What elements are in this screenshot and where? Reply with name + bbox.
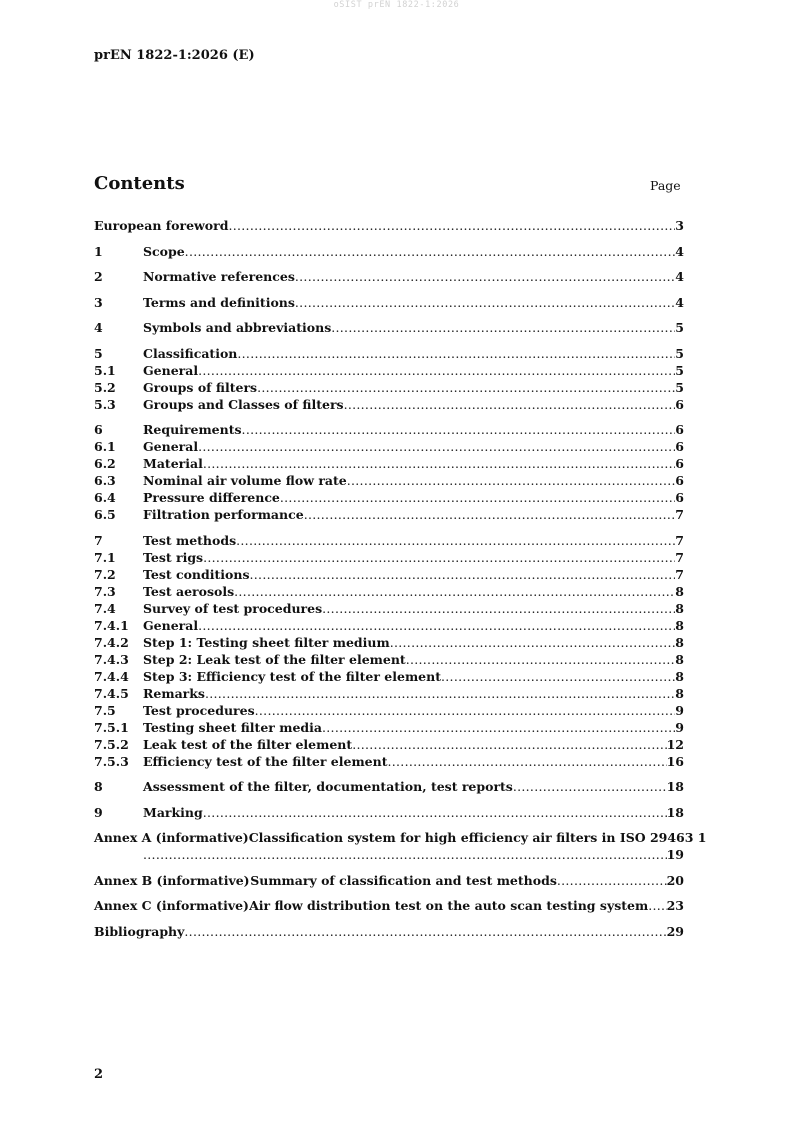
toc-entry[interactable] [94,472,684,489]
toc-entry-label: Filtration performance [143,507,304,522]
toc-page-number: 12 [666,736,684,752]
toc-entry-label: Material [143,456,203,471]
toc-entry-number: 5.2 [94,379,116,395]
toc-entry-number: Annex C (informative) [94,898,249,913]
toc-page-number: 6 [675,473,684,488]
dot-leader [295,294,675,311]
dot-leader [205,685,675,702]
toc-entry-label: Step 1: Testing sheet filter medium [143,634,390,650]
toc-entry-number: Annex A (informative) [94,830,249,845]
toc-entry[interactable] [94,651,684,668]
toc-entry-number: 7 [94,532,103,548]
toc-entry-annex-c[interactable] [94,897,684,914]
toc-entry[interactable] [94,421,684,438]
toc-page-number: 23 [666,898,684,913]
toc-entry[interactable] [94,455,684,472]
toc-entry-number: 6.4 [94,490,116,505]
toc-entry-label: Survey of test procedures [143,600,323,616]
toc-entry[interactable] [94,634,684,651]
dot-leader [257,379,675,396]
toc-entry-label: Efficiency test of the filter element [143,753,388,769]
dot-leader [198,617,675,634]
toc-page-number: 6 [675,490,684,505]
toc-entry[interactable] [94,778,684,795]
dot-leader [237,345,675,362]
toc-page-number: 8 [675,668,684,684]
toc-entry[interactable] [94,506,684,523]
toc-entry-number: 6.2 [94,456,116,471]
dot-leader [390,634,676,651]
toc-page-number: 6 [675,439,684,454]
toc-page-number: 5 [675,362,684,378]
toc-entry-label: Classification system for high efficiency air filters in ISO 29463 1 [248,830,707,845]
toc-page-number: 20 [666,872,684,888]
toc-entry-number: 8 [94,779,103,794]
dot-leader [331,319,675,336]
dot-leader [280,489,675,506]
toc-entry-foreword[interactable] [94,217,684,234]
toc-page-number: 5 [675,320,684,335]
toc-entry-label: Classification [143,345,238,361]
toc-entry[interactable] [94,685,684,702]
toc-page-number: 19 [666,847,684,862]
toc-entry-label: Step 2: Leak test of the filter element [143,651,406,667]
toc-entry[interactable] [94,438,684,455]
toc-entry[interactable] [94,566,684,583]
dot-leader [347,472,676,489]
toc-entry[interactable] [94,719,684,736]
toc-entry-label: General [143,362,199,378]
toc-entry[interactable] [94,489,684,506]
toc-entry-number: 5 [94,345,103,361]
toc-entry[interactable] [94,268,684,285]
toc-entry-number: 6.5 [94,507,116,522]
table-of-contents [94,217,707,940]
toc-entry-number: Annex B (informative) [94,872,250,888]
toc-entry-label: Test procedures [143,702,255,718]
toc-entry-bibliography[interactable] [94,923,684,940]
toc-page-number: 18 [666,779,684,794]
toc-page-number: 6 [675,396,684,412]
toc-page-number: 9 [675,719,684,735]
dot-leader [322,600,675,617]
toc-page-number: 8 [675,651,684,667]
toc-entry[interactable] [94,319,684,336]
dot-leader [304,506,676,523]
dot-leader [184,923,666,940]
toc-page-number: 8 [675,617,684,633]
toc-page-number: 7 [675,507,684,522]
toc-entry-number: 7.4.2 [94,634,129,650]
toc-page-number: 4 [675,269,684,284]
dot-leader [236,532,675,549]
toc-entry[interactable] [94,753,684,770]
toc-entry[interactable] [94,379,684,396]
toc-entry-label: Requirements [143,422,242,437]
dot-leader [203,804,667,821]
toc-page-number: 16 [666,753,684,769]
toc-entry-label: Test methods [143,532,237,548]
toc-entry[interactable] [94,736,684,753]
toc-entry-number: 7.5 [94,702,116,718]
dot-leader [143,846,667,863]
dot-leader [198,362,675,379]
toc-entry-label: Bibliography [94,923,185,939]
toc-entry-label: Scope [143,243,185,259]
dot-leader [242,421,676,438]
toc-page-number: 6 [675,456,684,471]
toc-page-number: 9 [675,702,684,718]
toc-entry-number: 6.1 [94,439,116,454]
toc-entry-number: 7.3 [94,583,116,599]
toc-entry-number: 3 [94,294,103,310]
dot-leader [322,719,675,736]
toc-page-number: 5 [675,379,684,395]
toc-entry[interactable] [94,362,684,379]
dot-leader [198,438,675,455]
toc-entry[interactable] [94,243,684,260]
toc-page-number: 8 [675,600,684,616]
toc-page-number: 7 [675,549,684,565]
toc-entry-label: Remarks [143,685,205,701]
dot-leader [557,872,667,889]
document-id: prEN 1822-1:2026 (E) [94,48,255,63]
dot-leader [513,778,667,795]
toc-entry-label: Terms and definitions [143,294,295,310]
toc-entry-number: 7.4.5 [94,685,129,701]
toc-entry[interactable] [94,396,684,413]
toc-entry-number: 7.5.1 [94,719,129,735]
dot-leader [203,549,675,566]
toc-page-number: 3 [675,218,684,233]
toc-page-number: 7 [675,566,684,582]
toc-entry-label: General [143,617,199,633]
toc-entry-label: Test rigs [143,549,204,565]
dot-leader [250,566,676,583]
toc-entry[interactable] [94,617,684,634]
toc-entry-label: Symbols and abbreviations [143,320,332,335]
toc-entry-label: Leak test of the filter element [143,736,353,752]
toc-entry[interactable] [94,804,684,821]
toc-entry-label: Air flow distribution test on the auto scan testing system [249,898,649,913]
toc-entry-label: Groups and Classes of filters [143,396,344,412]
toc-entry-number: 9 [94,804,103,820]
toc-entry-number: 4 [94,320,103,335]
toc-entry-label: Test conditions [143,566,250,582]
toc-entry-number: 6.3 [94,473,116,488]
toc-page-number: 4 [675,243,684,259]
dot-leader [255,702,676,719]
page-column-heading: Page [650,178,681,193]
toc-entry[interactable] [94,600,684,617]
toc-entry[interactable] [94,583,684,600]
toc-entry-label: Nominal air volume flow rate [143,473,347,488]
dot-leader [203,455,675,472]
dot-leader [406,651,676,668]
dot-leader [185,243,676,260]
toc-entry-number: 2 [94,269,103,284]
toc-page-number: 6 [675,422,684,437]
toc-entry-label: Pressure difference [143,490,280,505]
toc-entry-label: Assessment of the filter, documentation, test reports [143,779,513,794]
toc-entry-annex-a[interactable] [94,829,707,846]
watermark: oSIST prEN 1822-1:2026 [333,0,460,10]
toc-entry[interactable] [94,702,684,719]
contents-title: Contents [94,173,185,194]
toc-entry-annex-a-continuation[interactable] [94,846,684,863]
toc-entry-label: European foreword [94,218,229,233]
dot-leader [295,268,675,285]
toc-page-number: 7 [675,532,684,548]
toc-page-number: 8 [675,685,684,701]
dot-leader [387,753,666,770]
toc-entry-label: General [143,439,199,454]
toc-entry-number: 5.1 [94,362,116,378]
dot-leader [352,736,666,753]
toc-entry-label: Testing sheet filter media [143,719,322,735]
toc-entry-number: 7.1 [94,549,116,565]
toc-entry[interactable] [94,668,684,685]
dot-leader [648,897,666,914]
toc-page-number: 4 [675,294,684,310]
toc-entry[interactable] [94,532,684,549]
toc-entry-label: Test aerosols [143,583,235,599]
toc-entry-number: 7.2 [94,566,116,582]
dot-leader [344,396,676,413]
toc-entry[interactable] [94,549,684,566]
toc-entry-label: Marking [143,804,203,820]
toc-entry-number: 6 [94,422,103,437]
toc-entry-number: 7.4.3 [94,651,129,667]
toc-entry[interactable] [94,345,684,362]
toc-entry-label: Groups of filters [143,379,258,395]
toc-entry-number: 5.3 [94,396,116,412]
toc-entry-number: 7.4.1 [94,617,129,633]
dot-leader [441,668,675,685]
dot-leader [228,217,675,234]
toc-page-number: 8 [675,583,684,599]
toc-entry[interactable] [94,294,684,311]
toc-entry-number: 7.5.2 [94,736,129,752]
toc-entry-number: 7.5.3 [94,753,129,769]
toc-page-number: 5 [675,345,684,361]
toc-page-number: 18 [666,804,684,820]
toc-page-number: 29 [666,923,684,939]
toc-entry-number: 1 [94,243,103,259]
dot-leader [234,583,675,600]
toc-page-number: 8 [675,634,684,650]
toc-entry-label: Summary of classification and test methods [250,872,557,888]
toc-entry-number: 7.4.4 [94,668,129,684]
toc-entry-label: Normative references [143,269,295,284]
toc-entry-annex-b[interactable] [94,872,684,889]
footer-page-number: 2 [94,1067,104,1082]
toc-entry-number: 7.4 [94,600,116,616]
toc-entry-label: Step 3: Efficiency test of the filter element [143,668,441,684]
